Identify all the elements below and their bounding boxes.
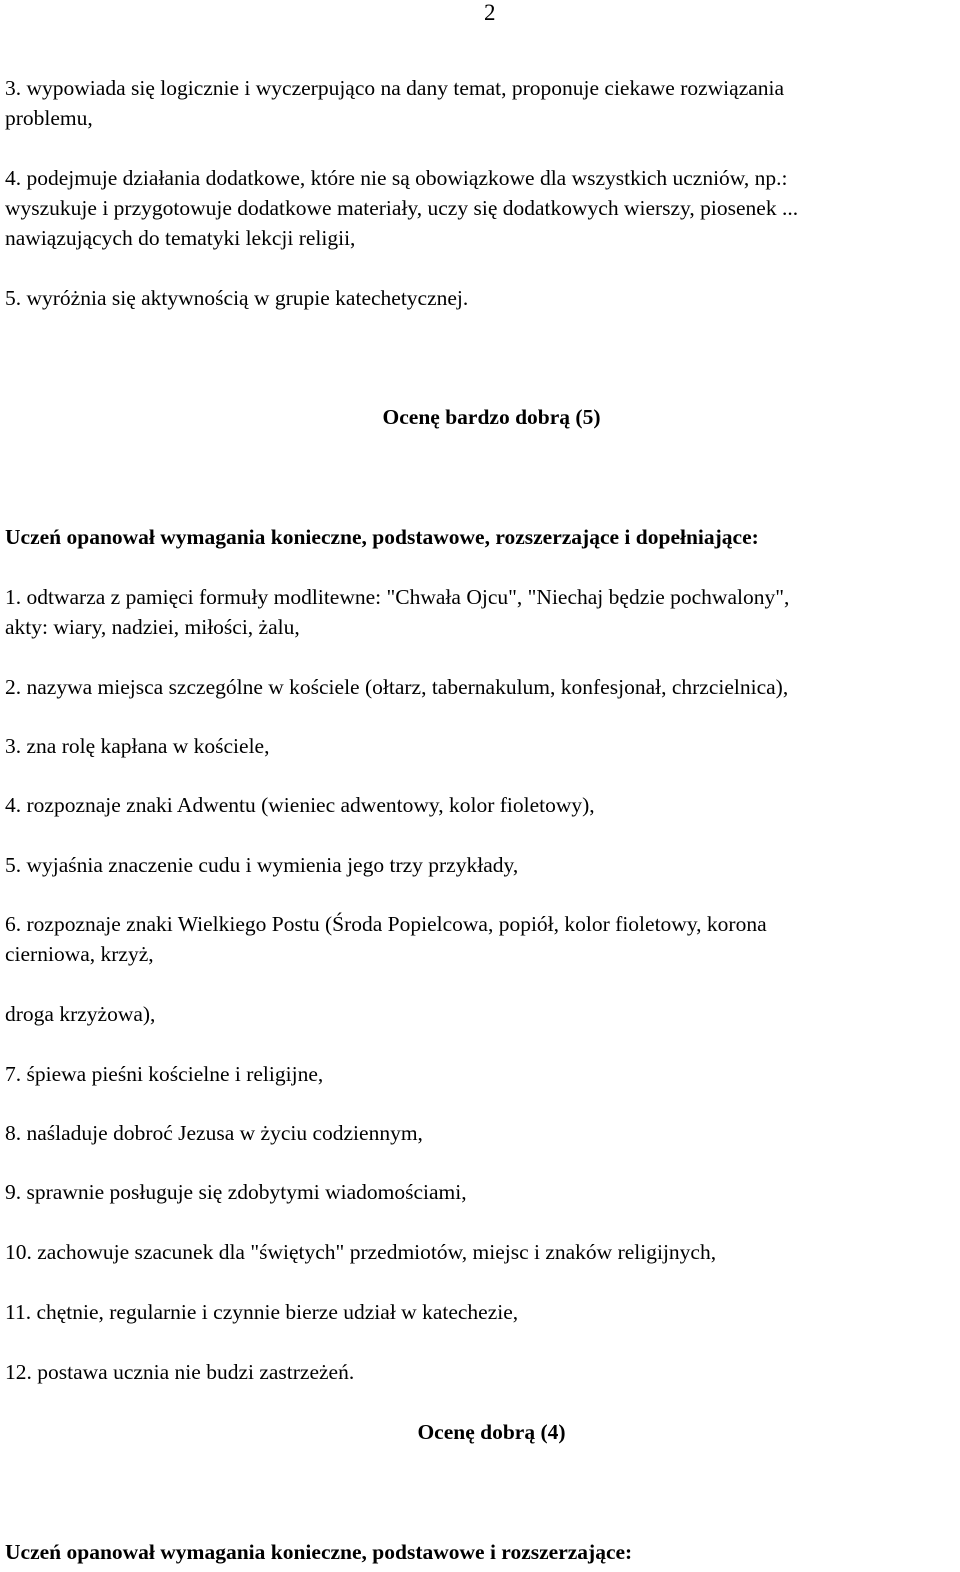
list-item: problemu, [5,106,93,130]
section-heading-very-good: Ocenę bardzo dobrą (5) [382,405,601,429]
list-item: 3. wypowiada się logicznie i wyczerpująco na dany temat, proponuje ciekawe rozwiązania [5,76,785,100]
list-item: 5. wyróżnia się aktywnością w grupie katechetycznej. [5,286,469,310]
list-item: 2. nazywa miejsca szczególne w kościele (ołtarz, tabernakulum, konfesjonał, chrzcielnica), [5,675,789,699]
list-item: 3. zna rolę kapłana w kościele, [5,734,270,758]
list-item: 10. zachowuje szacunek dla "świętych" przedmiotów, miejsc i znaków religijnych, [5,1240,717,1264]
list-item: nawiązujących do tematyki lekcji religii, [5,226,356,250]
section-heading-good: Ocenę dobrą (4) [417,1420,566,1444]
list-item: 4. rozpoznaje znaki Adwentu (wieniec adwentowy, kolor fioletowy), [5,793,595,817]
list-item: 8. naśladuje dobroć Jezusa w życiu codziennym, [5,1121,423,1145]
list-item: 12. postawa ucznia nie budzi zastrzeżeń. [5,1360,355,1384]
list-item: akty: wiary, nadziei, miłości, żalu, [5,615,300,639]
section-intro-very-good: Uczeń opanował wymagania konieczne, podstawowe, rozszerzające i dopełniające: [5,525,759,549]
list-item: 7. śpiewa pieśni kościelne i religijne, [5,1062,324,1086]
list-item: wyszukuje i przygotowuje dodatkowe materiały, uczy się dodatkowych wierszy, piosenek ... [5,196,799,220]
section-intro-good: Uczeń opanował wymagania konieczne, podstawowe i rozszerzające: [5,1540,633,1564]
list-item: 1. odtwarza z pamięci formuły modlitewne: "Chwała Ojcu", "Niechaj będzie pochwalony", [5,585,790,609]
page-number: 2 [484,0,496,25]
list-item: 11. chętnie, regularnie i czynnie bierze udział w katechezie, [5,1300,519,1324]
list-item: 4. podejmuje działania dodatkowe, które nie są obowiązkowe dla wszystkich uczniów, np.: [5,166,788,190]
list-item: 5. wyjaśnia znaczenie cudu i wymienia jego trzy przykłady, [5,853,519,877]
list-item: droga krzyżowa), [5,1002,156,1026]
list-item: cierniowa, krzyż, [5,942,154,966]
list-item: 6. rozpoznaje znaki Wielkiego Postu (Środa Popielcowa, popiół, kolor fioletowy, korona [5,912,767,936]
list-item: 9. sprawnie posługuje się zdobytymi wiadomościami, [5,1180,467,1204]
